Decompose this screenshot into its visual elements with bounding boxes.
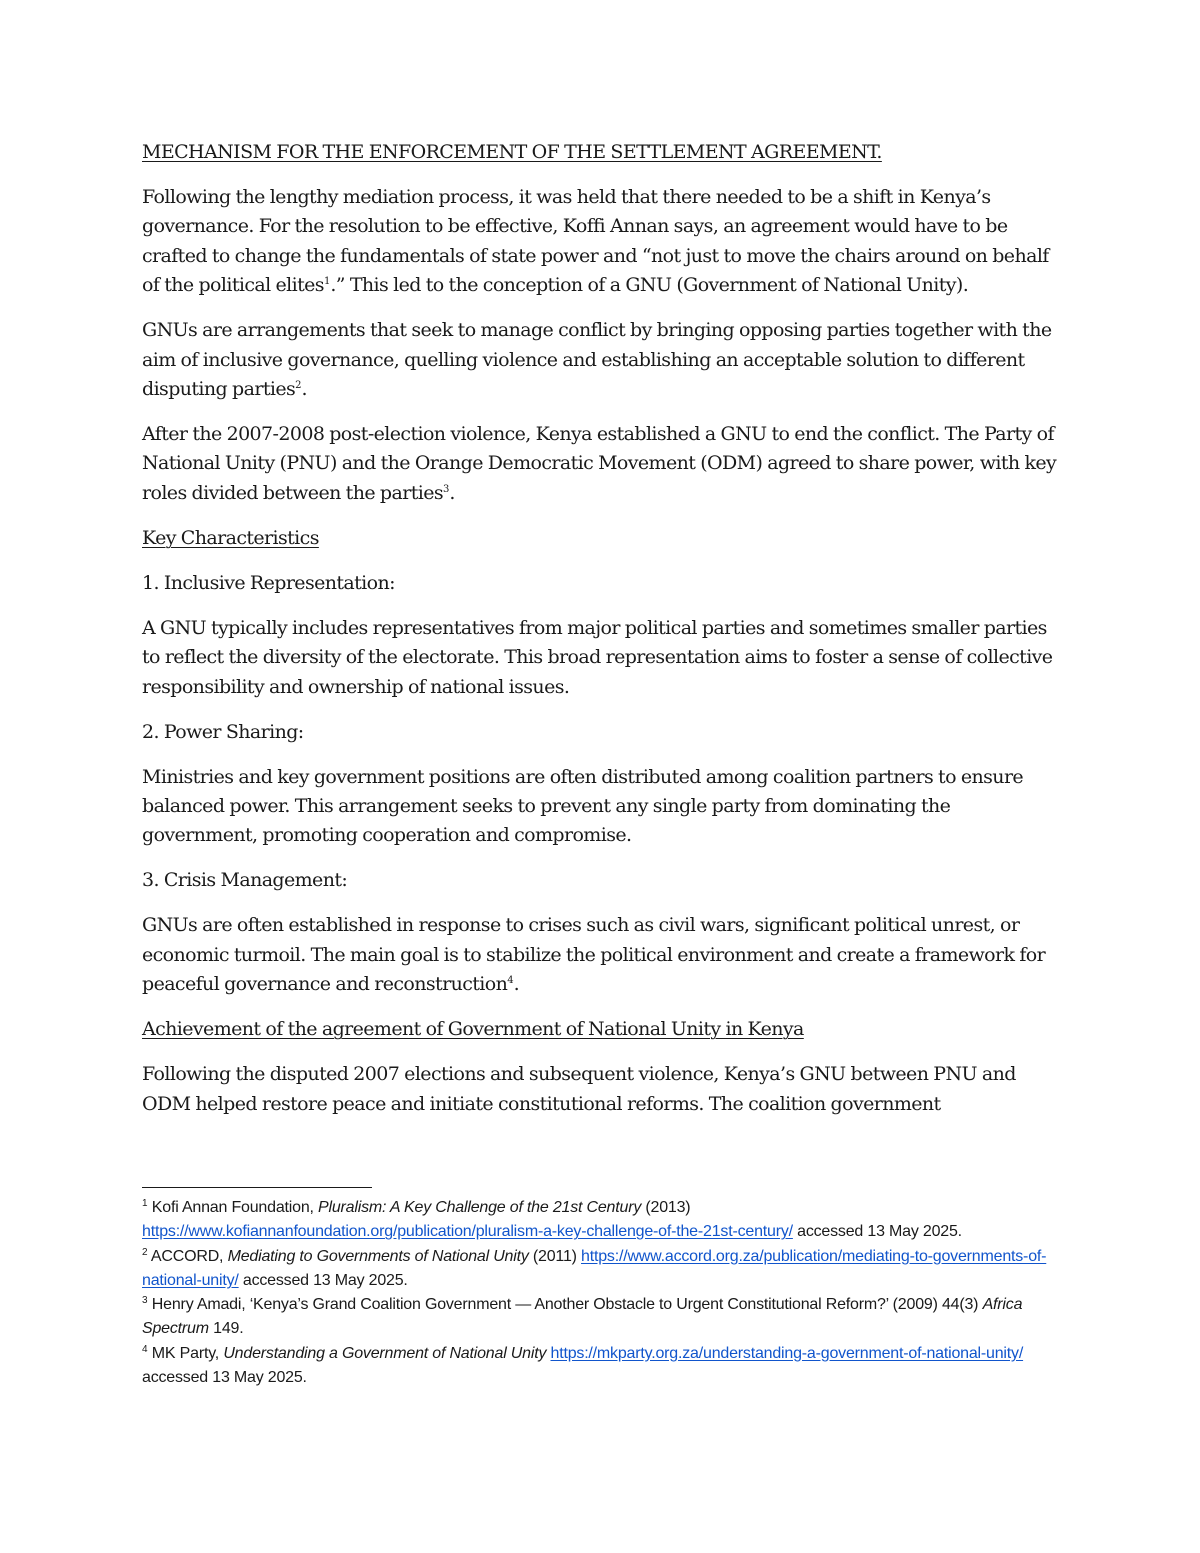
footnote-ref-3[interactable]: 3	[443, 483, 450, 495]
item-3-body: GNUs are often established in response to crises such as civil wars, significant political unrest, or economic turmoil. The main goal is to stabilize the political environment and create a framework for peaceful governance and reconstruction$^4$.	[142, 914, 1046, 996]
document-body	[142, 138, 1062, 1135]
item-1-title: 1. Inclusive Representation:	[142, 571, 395, 594]
item-3-title: 3. Crisis Management:	[142, 869, 348, 892]
footnote-4: $^4$ MK Party, Understanding a Government of National Unity https://mkparty.org.za/understanding-a-government-of-national-unity/ accessed 13 May 2025.	[142, 1343, 1024, 1387]
achievement-heading: Achievement of the agreement of Government of National Unity in Kenya	[142, 1018, 804, 1041]
footnote-1-link[interactable]: https://www.kofiannanfoundation.org/publication/pluralism-a-key-challenge-of-the-21st-century/	[142, 1223, 793, 1241]
paragraph-2: GNUs are arrangements that seek to manage conflict by bringing opposing parties together with the aim of inclusive governance, quelling violence and establishing an acceptable solution to different disputing parties$^2$.	[142, 319, 1052, 401]
footnote-1: $^1$ Kofi Annan Foundation, Pluralism: A Key Challenge of the 21st Century (2013) https://www.kofiannanfoundation.org/publication/pluralism-a-key-challenge-of-the-21st-century/ accessed 13 May 2025.	[142, 1198, 962, 1241]
footnote-2: $^2$ ACCORD, Mediating to Governments of National Unity (2011) https://www.accord.org.za/publication/mediating-to-governments-of-national-unity/ accessed 13 May 2025.	[142, 1246, 1047, 1289]
footnote-2-link[interactable]: https://www.accord.org.za/publication/mediating-to-governments-of-national-unity/	[142, 1247, 1047, 1289]
item-2-body: Ministries and key government positions are often distributed among coalition partners to ensure balanced power. This arrangement seeks to prevent any single party from dominating the government, promoting cooperation and compromise.	[142, 765, 1024, 847]
key-characteristics-heading: Key Characteristics	[142, 526, 319, 549]
paragraph-1: Following the lengthy mediation process, it was held that there needed to be a shift in Kenya’s governance. For the resolution to be effective, Koffi Annan says, an agreement would have to be crafted to change the fundamentals of state power and “not just to move the chairs around on behalf of the political elites$^1$.” This led to the conception of a GNU (Government of National Unity).	[142, 186, 1049, 297]
item-1-body: A GNU typically includes representatives from major political parties and sometimes smaller parties to reflect the diversity of the electorate. This broad representation aims to foster a sense of collective responsibility and ownership of national issues.	[142, 616, 1053, 698]
footnote-ref-1[interactable]: 1	[323, 276, 331, 288]
footnote-ref-2[interactable]: 2	[295, 380, 302, 392]
paragraph-3: After the 2007-2008 post-election violence, Kenya established a GNU to end the conflict. The Party of National Unity (PNU) and the Orange Democratic Movement (ODM) agreed to share power, with key roles divided between the parties$^3$.	[142, 423, 1057, 504]
footnote-3: $^3$ Henry Amadi, ‘Kenya’s Grand Coalition Government — Another Obstacle to Urgent Constitutional Reform?’ (2009) 44(3) Africa Spectrum 149.	[142, 1295, 1023, 1338]
document-heading: MECHANISM FOR THE ENFORCEMENT OF THE SETTLEMENT AGREEMENT.	[142, 141, 882, 163]
paragraph-last: Following the disputed 2007 elections and subsequent violence, Kenya’s GNU between PNU and ODM helped restore peace and initiate constitutional reforms. The coalition government	[142, 1063, 1016, 1115]
footnote-ref-4[interactable]: 4	[507, 975, 514, 987]
footnote-4-link[interactable]: https://mkparty.org.za/understanding-a-government-of-national-unity/	[550, 1344, 1024, 1362]
footnotes-section	[142, 1187, 1062, 1390]
footnote-separator	[142, 1187, 372, 1188]
item-2-title: 2. Power Sharing:	[142, 720, 304, 743]
